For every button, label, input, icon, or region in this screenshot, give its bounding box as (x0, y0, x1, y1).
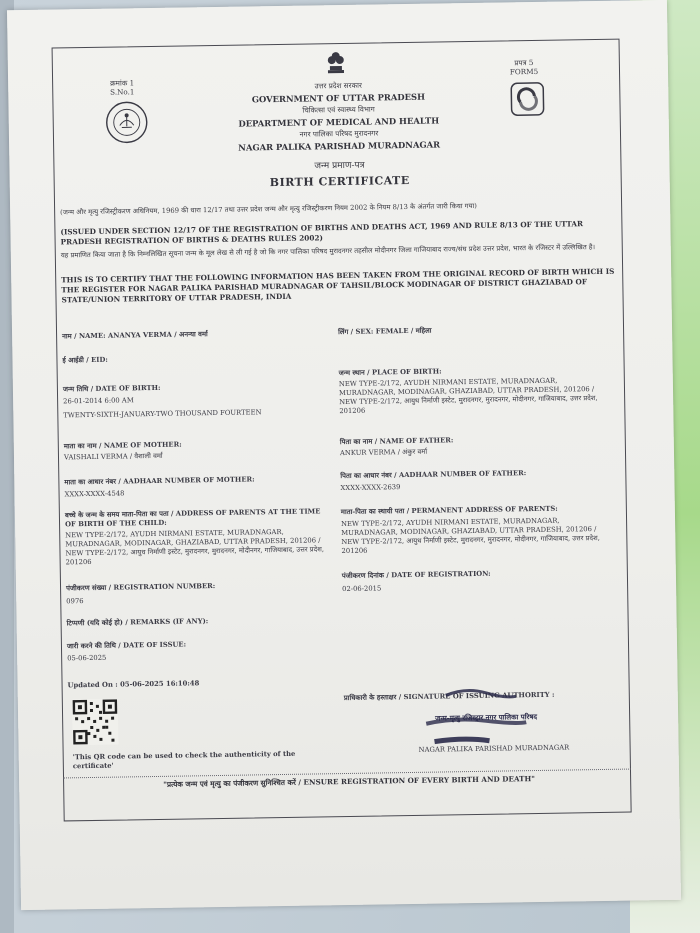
mother-name-label: माता का नाम / NAME OF MOTHER: (63, 440, 182, 451)
registration-date-value: 02-06-2015 (342, 584, 382, 594)
municipality-title: NAGAR PALIKA PARISHAD MURADNAGAR (238, 139, 441, 153)
eid: ई आईडी / EID: (62, 355, 108, 365)
up-government-seal-icon (104, 100, 149, 145)
updated-on: Updated On : 05-06-2025 16:10:48 (67, 679, 200, 690)
father-name-value: ANKUR VERMA / अंकुर वर्मा (339, 447, 428, 458)
state-title: GOVERNMENT OF UTTAR PRADESH (251, 91, 426, 105)
issue-date-label: जारी करने की तिथि / DATE OF ISSUE: (66, 640, 187, 651)
pob-value: NEW TYPE-2/172, AYUDH NIRMANI ESTATE, MURADNAGAR, MURADNAGAR, MODINAGAR, GHAZIABAD, UTTAR PRADESH, 201206 / NEW TYPE-2/172, आयुध निर्माणी इस्टेट, मुरादनगर, मुरादनगर, मोदीनगर, गाजियाबाद, उत्तर प्रदेश, 201206 (338, 376, 598, 416)
father-name-label: पिता का नाम / NAME OF FATHER: (339, 436, 454, 447)
father-aadhaar-label: पिता का आधार नंबर / AADHAAR NUMBER OF FATHER: (340, 469, 527, 481)
state-title-hindi: उत्तर प्रदेश सरकार (314, 80, 362, 91)
registration-number-value: 0976 (66, 597, 84, 606)
form-number: FORM5 (509, 66, 539, 77)
dob-in-words: TWENTY-SIXTH-JANUARY-TWO THOUSAND FOURTEEN (63, 408, 262, 420)
pob-label: जन्म स्थान / PLACE OF BIRTH: (338, 367, 442, 378)
permanent-address-label: माता-पिता का स्थायी पता / PERMANENT ADDRESS OF PARENTS: (340, 504, 558, 517)
certification-text: THIS IS TO CERTIFY THAT THE FOLLOWING INFORMATION HAS BEEN TAKEN FROM THE ORIGINAL RECORD OF BIRTH WHICH IS THE REGISTER FOR NAGAR PALIKA PARISHAD MURADNAGAR OF TAHSIL/BLOCK MODINAGAR OF DISTRICT GHAZIABAD OF STATE/UNION TERRITORY OF UTTAR PRADESH, INDIA (61, 266, 615, 305)
serial-number: S.No.1 (110, 87, 135, 97)
issuance-note-hindi: (जन्म और मृत्यु रजिस्ट्रीकरण अधिनियम, 1969 की धारा 12/17 तथा उत्तर प्रदेश जन्म और मृत्यु रजिस्ट्रीकरण नियम 2002 के नियम 8/13 के अंतर्गत जारी किया गया) (60, 201, 477, 217)
registration-date-label: पंजीकरण दिनांक / DATE OF REGISTRATION: (341, 569, 491, 581)
certificate-title: BIRTH CERTIFICATE (269, 173, 410, 190)
health-department-logo-icon (510, 82, 545, 117)
father-aadhaar-value: XXXX-XXXX-2639 (340, 483, 401, 493)
certificate-border (52, 39, 632, 822)
certification-text-hindi: यह प्रमाणित किया जाता है कि निम्नलिखित सूचना जन्म के मूल लेख से ली गई है जो कि नगर पालिका परिषद मुरादनगर तहसील मोदीनगर जिला गाजियाबाद राज्य/संघ प्रदेश उत्तर प्रदेश, भारत के रजिस्टर में उल्लिखित है। (60, 243, 596, 260)
issuance-note: (ISSUED UNDER SECTION 12/17 OF THE REGISTRATION OF BIRTHS AND DEATHS ACT, 1969 AND RULE 8/13 OF THE UTTAR PRADESH REGISTRATION OF BIRTHS & DEATHS RULES 2002) (60, 219, 584, 247)
form-number-hindi: प्रपत्र 5 (514, 57, 534, 68)
dob-label: जन्म तिथि / DATE OF BIRTH: (62, 383, 161, 394)
birth-address-label: बच्चे के जन्म के समय माता-पिता का पता / ADDRESS OF PARENTS AT THE TIME OF BIRTH OF THE CHILD: (64, 507, 321, 529)
remarks-label: टिप्पणी (यदि कोई हो) / REMARKS (IF ANY): (66, 617, 209, 628)
municipality-title-hindi: नगर पालिका परिषद मुरादनगर (299, 128, 379, 139)
national-emblem-icon (324, 48, 348, 78)
birth-certificate-paper (7, 0, 681, 910)
registrar-stamp-text: जन्म-मृत्यु रजिस्ट्रार नगर पालिका परिषद (435, 711, 538, 723)
birth-address-value: NEW TYPE-2/172, AYUDH NIRMANI ESTATE, MURADNAGAR, MURADNAGAR, MODINAGAR, GHAZIABAD, UTTAR PRADESH, 201206 / NEW TYPE-2/172, आयुध निर्माणी इस्टेट, मुरादनगर, मुरादनगर, मोदीनगर, गाजियाबाद, उत्तर प्रदेश, 201206 (65, 527, 325, 567)
child-name: नाम / NAME: ANANYA VERMA / अनन्या वर्मा (62, 330, 208, 341)
authority-name: NAGAR PALIKA PARISHAD MURADNAGAR (418, 743, 570, 754)
permanent-address-value: NEW TYPE-2/172, AYUDH NIRMANI ESTATE, MURADNAGAR, MURADNAGAR, MODINAGAR, GHAZIABAD, UTTAR PRADESH, 201206 / NEW TYPE-2/172, आयुध निर्माणी इस्टेट, मुरादनगर, मुरादनगर, मोदीनगर, गाजियाबाद, उत्तर प्रदेश, 201206 (341, 516, 600, 556)
certificate-title-hindi: जन्म प्रमाण-पत्र (314, 160, 365, 172)
child-sex: लिंग / SEX: FEMALE / महिला (338, 326, 432, 337)
registration-number-label: पंजीकरण संख्या / REGISTRATION NUMBER: (65, 582, 216, 593)
mother-aadhaar-label: माता का आधार नंबर / AADHAAR NUMBER OF MOTHER: (64, 475, 255, 487)
issuing-authority-label: प्राधिकारी के हस्ताक्षर / SIGNATURE OF ISSUING AUTHORITY : (343, 690, 555, 703)
serial-number-hindi: क्रमांक 1 (110, 78, 135, 88)
issue-date-value: 05-06-2025 (67, 653, 107, 663)
department-title-hindi: चिकित्सा एवं स्वास्थ्य विभाग (302, 104, 375, 115)
qr-code (72, 699, 119, 746)
department-title: DEPARTMENT OF MEDICAL AND HEALTH (238, 115, 440, 129)
footer-slogan: "प्रत्येक जन्म एवं मृत्यु का पंजीकरण सुनिश्चित करें / ENSURE REGISTRATION OF EVERY BIRTH AND DEATH" (163, 774, 536, 789)
qr-code-note: 'This QR code can be used to check the authenticity of the certificate' (72, 749, 296, 771)
mother-aadhaar-value: XXXX-XXXX-4548 (64, 489, 125, 499)
mother-name-value: VAISHALI VERMA / वैशाली वर्मा (63, 451, 163, 462)
dob-value: 26-01-2014 6:00 AM (63, 396, 134, 406)
